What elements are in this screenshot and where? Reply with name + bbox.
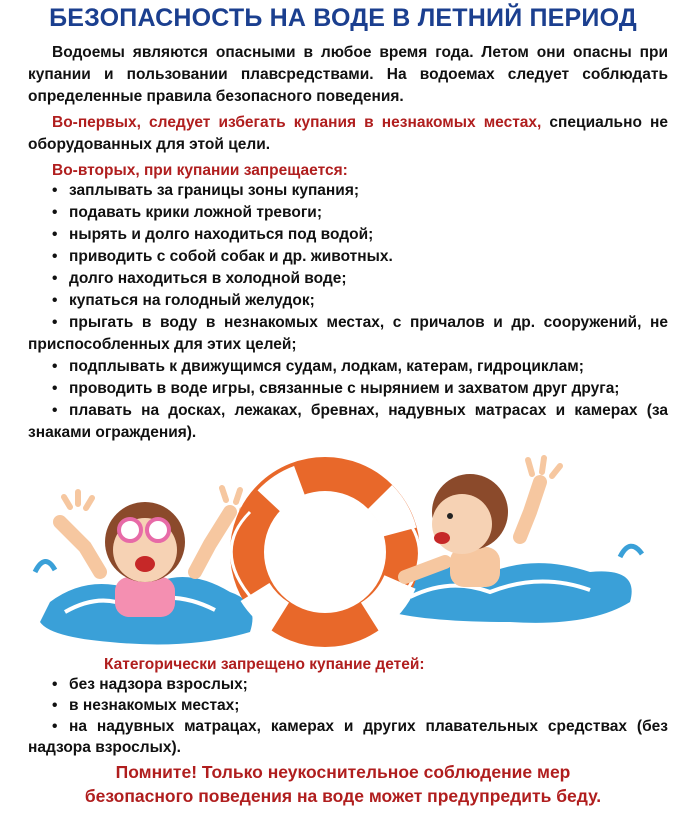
list-item (28, 268, 668, 290)
bullet-icon: • (52, 402, 58, 419)
rule-text: приводить с собой собак и др. животных. (69, 248, 393, 265)
bullet-icon: • (52, 248, 58, 265)
intro-paragraph: Водоемы являются опасными в любое время года. Летом они опасны при купании и пользовании плавсредствами. На водоемах следует соблюдать определенные правила безопасного поведения. (28, 44, 668, 105)
category-text: на надувных матрацах, камерах и других плавательных средствах (без надзора взрослых). (28, 718, 668, 756)
remember-line-2: безопасного поведения на воде может предупредить беду. (84, 786, 602, 806)
drowning-children-illustration (30, 452, 660, 652)
rule-text: проводить в воде игры, связанные с нырянием и захватом друг друга; (69, 380, 620, 397)
first-rule-paragraph (28, 112, 668, 156)
list-item (28, 180, 668, 202)
children-prohibited-heading: Категорически запрещено купание детей: (104, 656, 425, 673)
list-item (28, 695, 668, 716)
water-drop (620, 546, 642, 557)
bullet-icon: • (52, 292, 58, 309)
prohibited-heading: Во-вторых, при купании запрещается: (52, 162, 348, 179)
bullet-icon: • (52, 358, 58, 375)
rule-text: подавать крики ложной тревоги; (69, 204, 322, 221)
list-item (28, 312, 668, 356)
bullet-icon: • (52, 697, 58, 714)
remember-line-1: Помните! Только неукоснительное соблюдение мер (115, 762, 571, 782)
rule-text: прыгать в воду в незнакомых местах, с причалов и др. сооружений, не приспособленных для этих целей; (28, 314, 668, 353)
category-text: без надзора взрослых; (69, 676, 248, 693)
bullet-icon: • (52, 204, 58, 221)
children-prohibited-list (28, 674, 668, 758)
list-item (28, 202, 668, 224)
poster-title: БЕЗОПАСНОСТЬ НА ВОДЕ В ЛЕТНИЙ ПЕРИОД (49, 4, 637, 32)
category-text: в незнакомых местах; (69, 697, 240, 714)
list-item (28, 356, 668, 378)
list-item (28, 400, 668, 444)
rule-text: долго находиться в холодной воде; (69, 270, 347, 287)
bullet-icon: • (52, 718, 58, 735)
rule-text: купаться на голодный желудок; (69, 292, 315, 309)
bullet-icon: • (52, 270, 58, 287)
bullet-icon: • (52, 182, 58, 199)
water-drop (35, 561, 55, 572)
rule-text: нырять и долго находиться под водой; (69, 226, 374, 243)
list-item (28, 290, 668, 312)
bullet-icon: • (52, 226, 58, 243)
bullet-icon: • (52, 676, 58, 693)
rule-text: подплывать к движущимся судам, лодкам, катерам, гидроциклам; (69, 358, 584, 375)
remember-note (0, 760, 686, 808)
rule-text: плавать на досках, лежаках, бревнах, надувных матрасах и камерах (за знаками ограждения). (28, 402, 668, 441)
list-item (28, 246, 668, 268)
list-item (28, 674, 668, 695)
rule-text: заплывать за границы зоны купания; (69, 182, 360, 199)
first-rule-rest: специально не оборудованных для этой цели. (28, 114, 668, 153)
life-ring-icon (231, 474, 419, 630)
prohibited-list (28, 180, 668, 444)
first-rule-highlight: Во-первых, следует избегать купания в незнакомых местах, (52, 114, 542, 131)
list-item (28, 716, 668, 758)
list-item (28, 378, 668, 400)
bullet-icon: • (52, 314, 58, 331)
list-item (28, 224, 668, 246)
bullet-icon: • (52, 380, 58, 397)
